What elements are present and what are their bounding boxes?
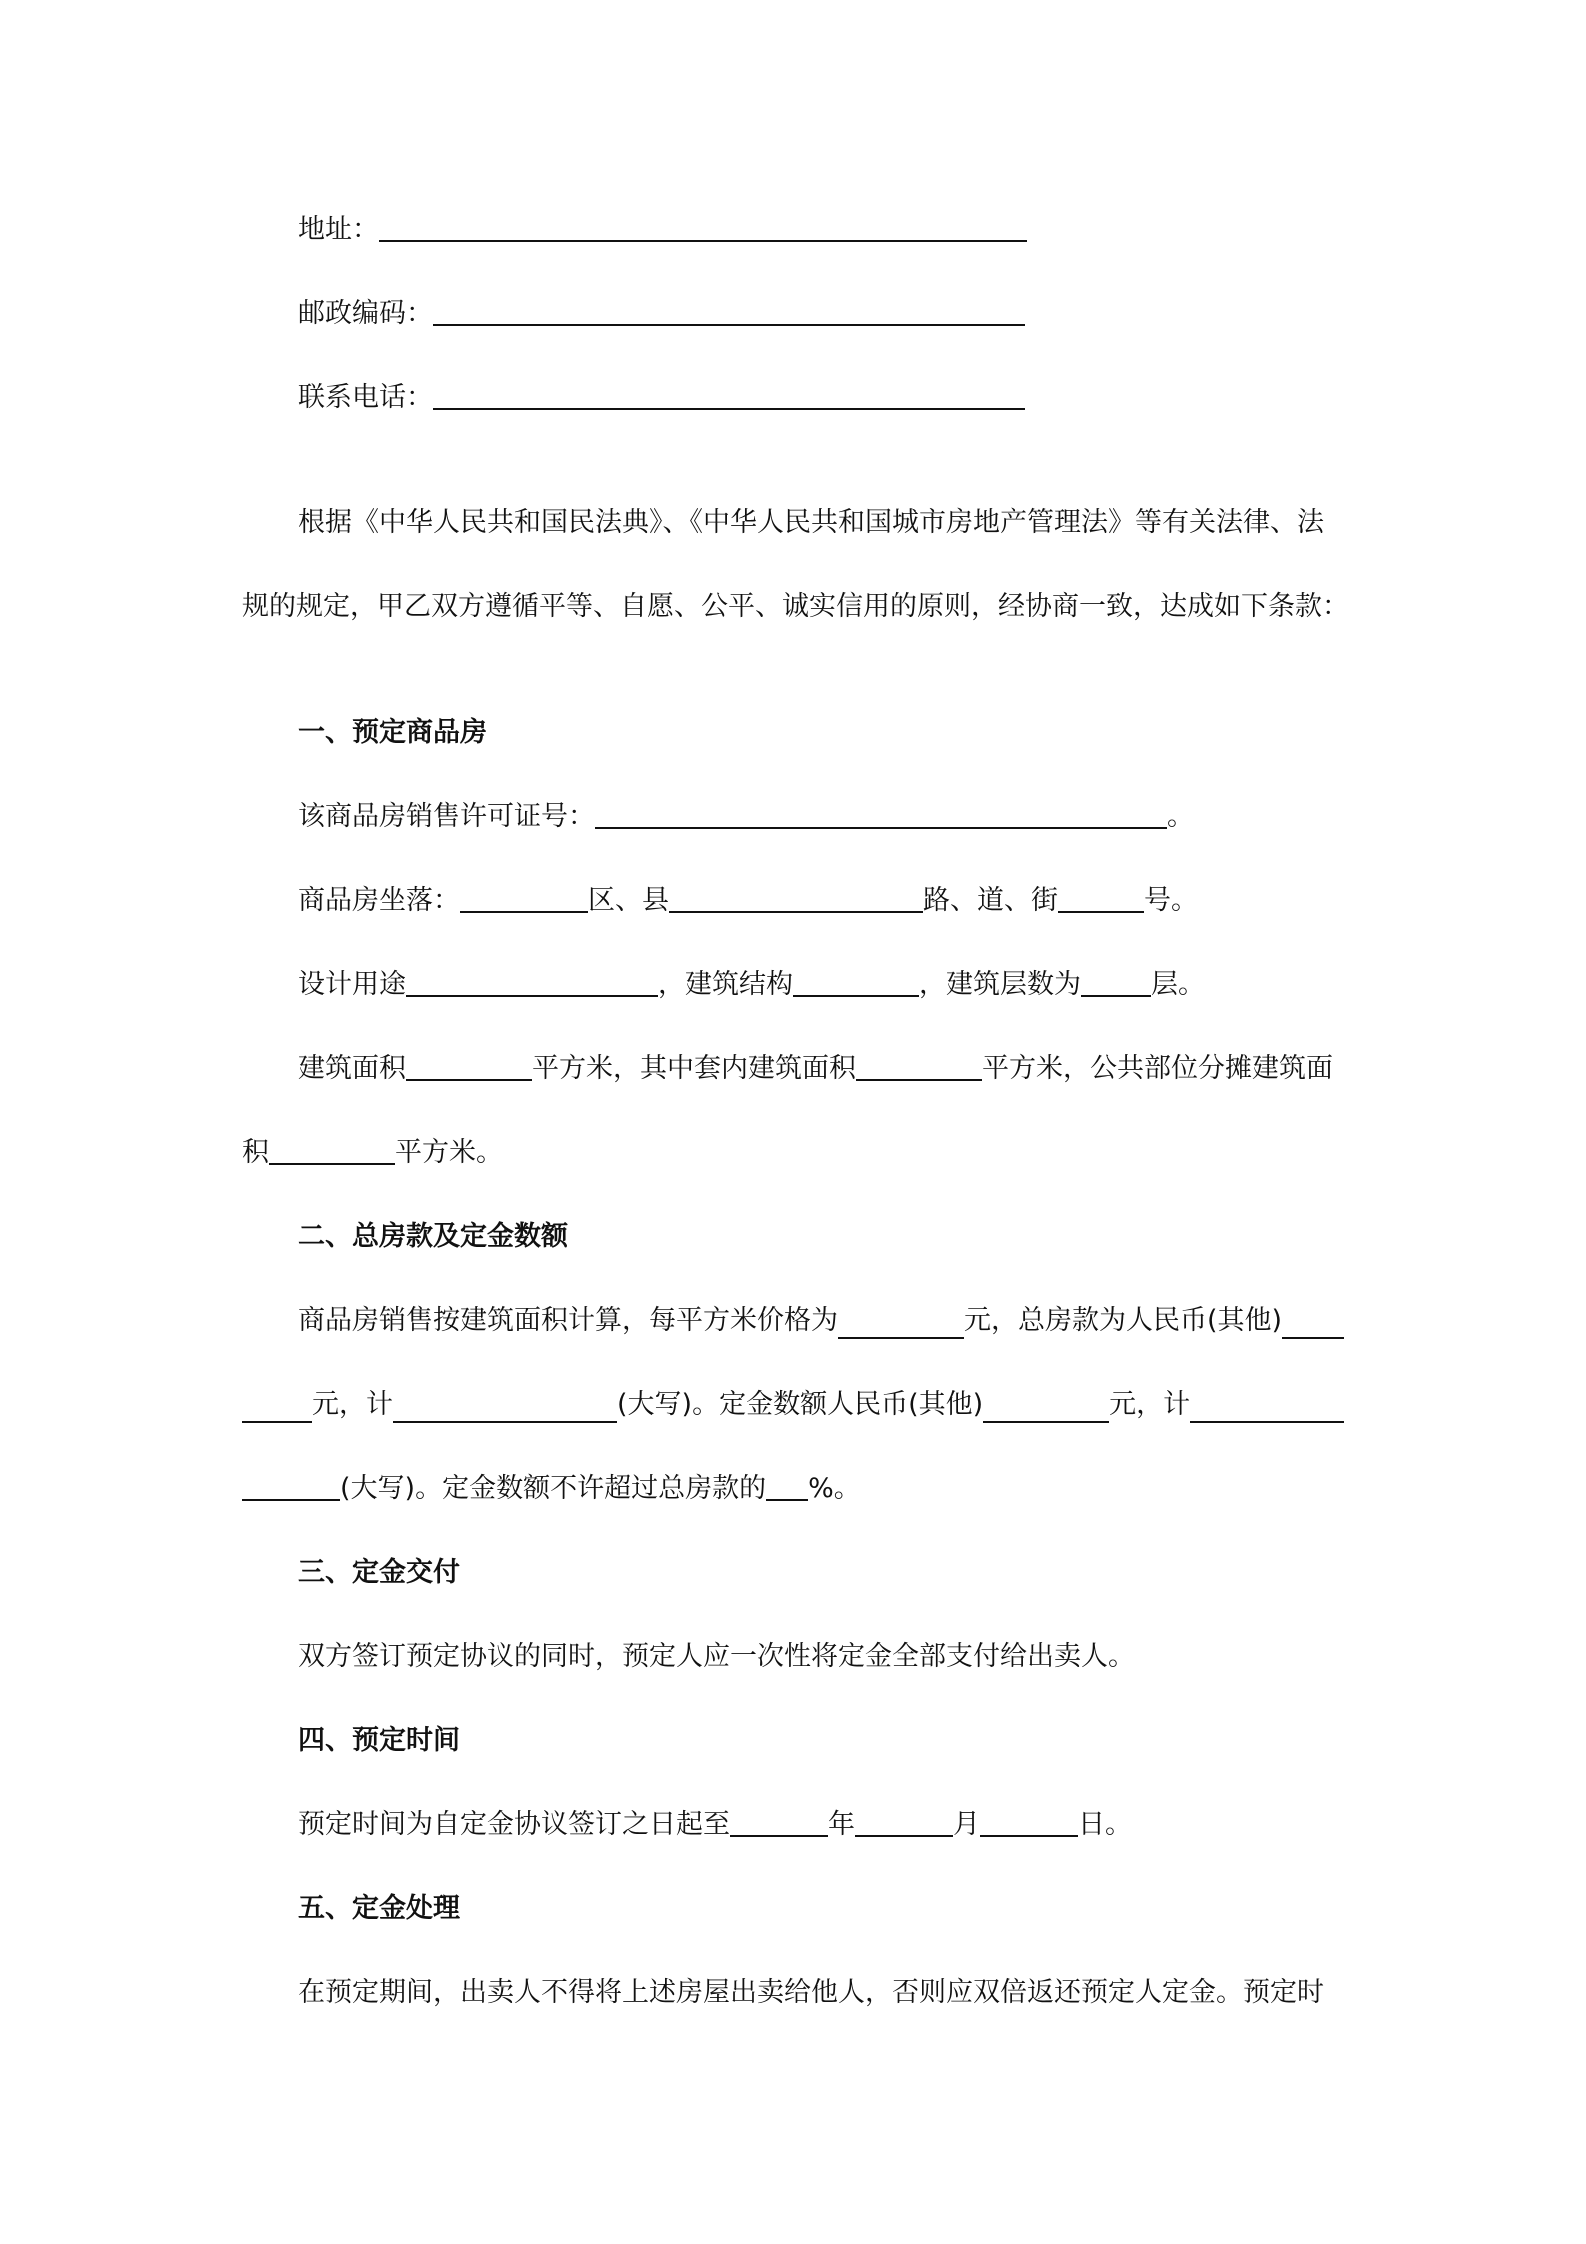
district-blank[interactable] bbox=[460, 883, 588, 913]
use-blank[interactable] bbox=[406, 967, 658, 997]
area-unit-2: 平方米，公共部位分摊建筑面 bbox=[982, 1053, 1333, 1084]
design-row bbox=[298, 967, 1344, 1003]
phone-label: 联系电话： bbox=[298, 382, 433, 413]
section2-title: 二、总房款及定金数额 bbox=[298, 1221, 568, 1252]
road-blank[interactable] bbox=[669, 883, 923, 913]
section1-title: 一、预定商品房 bbox=[298, 717, 487, 748]
address-label: 地址： bbox=[298, 214, 379, 245]
unit-price-blank[interactable] bbox=[838, 1309, 964, 1339]
price-text-c: 元，计 bbox=[312, 1389, 393, 1420]
phone-blank[interactable] bbox=[433, 380, 1025, 410]
year-blank[interactable] bbox=[730, 1807, 828, 1837]
structure-blank[interactable] bbox=[793, 967, 919, 997]
area-cont: 积 bbox=[242, 1137, 269, 1168]
address-row bbox=[298, 212, 1344, 248]
permit-label: 该商品房销售许可证号： bbox=[298, 801, 595, 832]
area-unit: 平方米，其中套内建筑面积 bbox=[532, 1053, 856, 1084]
use-label: 设计用途 bbox=[298, 969, 406, 1000]
section4-title: 四、预定时间 bbox=[298, 1725, 460, 1756]
term-row bbox=[298, 1807, 1344, 1843]
total-price-blank-end[interactable] bbox=[242, 1393, 312, 1423]
area-row-2 bbox=[242, 1135, 1344, 1171]
year-label: 年 bbox=[828, 1809, 855, 1840]
floors-unit: 层。 bbox=[1151, 969, 1205, 1000]
intro-line-2: 规的规定，甲乙双方遵循平等、自愿、公平、诚实信用的原则，经协商一致，达成如下条款： bbox=[242, 591, 1349, 622]
price-row-3 bbox=[242, 1471, 1344, 1507]
area-label: 建筑面积 bbox=[298, 1053, 406, 1084]
inner-area-blank[interactable] bbox=[856, 1051, 982, 1081]
floors-label: ，建筑层数为 bbox=[919, 969, 1081, 1000]
permit-blank[interactable] bbox=[595, 799, 1167, 829]
road-label: 路、道、街 bbox=[923, 885, 1058, 916]
price-text-f: (大写)。定金数额不许超过总房款的 bbox=[340, 1473, 767, 1504]
price-text-g: %。 bbox=[808, 1473, 861, 1504]
number-blank[interactable] bbox=[1058, 883, 1144, 913]
day-blank[interactable] bbox=[980, 1807, 1078, 1837]
address-blank[interactable] bbox=[379, 212, 1027, 242]
area-unit-3: 平方米。 bbox=[395, 1137, 503, 1168]
postal-blank[interactable] bbox=[433, 296, 1025, 326]
deposit-amount-blank[interactable] bbox=[983, 1393, 1109, 1423]
district-label: 区、县 bbox=[588, 885, 669, 916]
shared-area-blank[interactable] bbox=[269, 1135, 395, 1165]
deposit-percent-blank[interactable] bbox=[766, 1471, 808, 1501]
month-blank[interactable] bbox=[855, 1807, 953, 1837]
floors-blank[interactable] bbox=[1081, 967, 1151, 997]
section5-text: 在预定期间，出卖人不得将上述房屋出卖给他人，否则应双倍返还预定人定金。预定时 bbox=[298, 1977, 1324, 2008]
location-row bbox=[298, 883, 1344, 919]
structure-label: ，建筑结构 bbox=[658, 969, 793, 1000]
deposit-words-blank-start[interactable] bbox=[1190, 1393, 1344, 1423]
location-label: 商品房坐落： bbox=[298, 885, 460, 916]
number-label: 号。 bbox=[1144, 885, 1198, 916]
month-label: 月 bbox=[953, 1809, 980, 1840]
price-text-b: 元，总房款为人民币(其他) bbox=[964, 1305, 1283, 1336]
price-row-2 bbox=[242, 1387, 1344, 1423]
day-label: 日。 bbox=[1078, 1809, 1132, 1840]
section3-title: 三、定金交付 bbox=[298, 1557, 460, 1588]
term-text: 预定时间为自定金协议签订之日起至 bbox=[298, 1809, 730, 1840]
price-text-a: 商品房销售按建筑面积计算，每平方米价格为 bbox=[298, 1305, 838, 1336]
area-blank[interactable] bbox=[406, 1051, 532, 1081]
price-text-e: 元，计 bbox=[1109, 1389, 1191, 1420]
total-price-blank-start[interactable] bbox=[1282, 1309, 1344, 1339]
postal-row bbox=[298, 296, 1344, 332]
section3-text: 双方签订预定协议的同时，预定人应一次性将定金全部支付给出卖人。 bbox=[298, 1641, 1135, 1672]
intro-line-1: 根据《中华人民共和国民法典》、《中华人民共和国城市房地产管理法》等有关法律、法 bbox=[298, 507, 1324, 538]
total-price-words-blank[interactable] bbox=[393, 1393, 617, 1423]
area-row-1 bbox=[298, 1051, 1344, 1087]
deposit-words-blank-end[interactable] bbox=[242, 1471, 340, 1501]
price-row-1 bbox=[298, 1303, 1344, 1339]
phone-row bbox=[298, 380, 1344, 416]
price-text-d: (大写)。定金数额人民币(其他) bbox=[617, 1389, 984, 1420]
permit-row bbox=[298, 799, 1344, 835]
permit-end: 。 bbox=[1167, 801, 1194, 832]
postal-label: 邮政编码： bbox=[298, 298, 433, 329]
section5-title: 五、定金处理 bbox=[298, 1893, 460, 1924]
